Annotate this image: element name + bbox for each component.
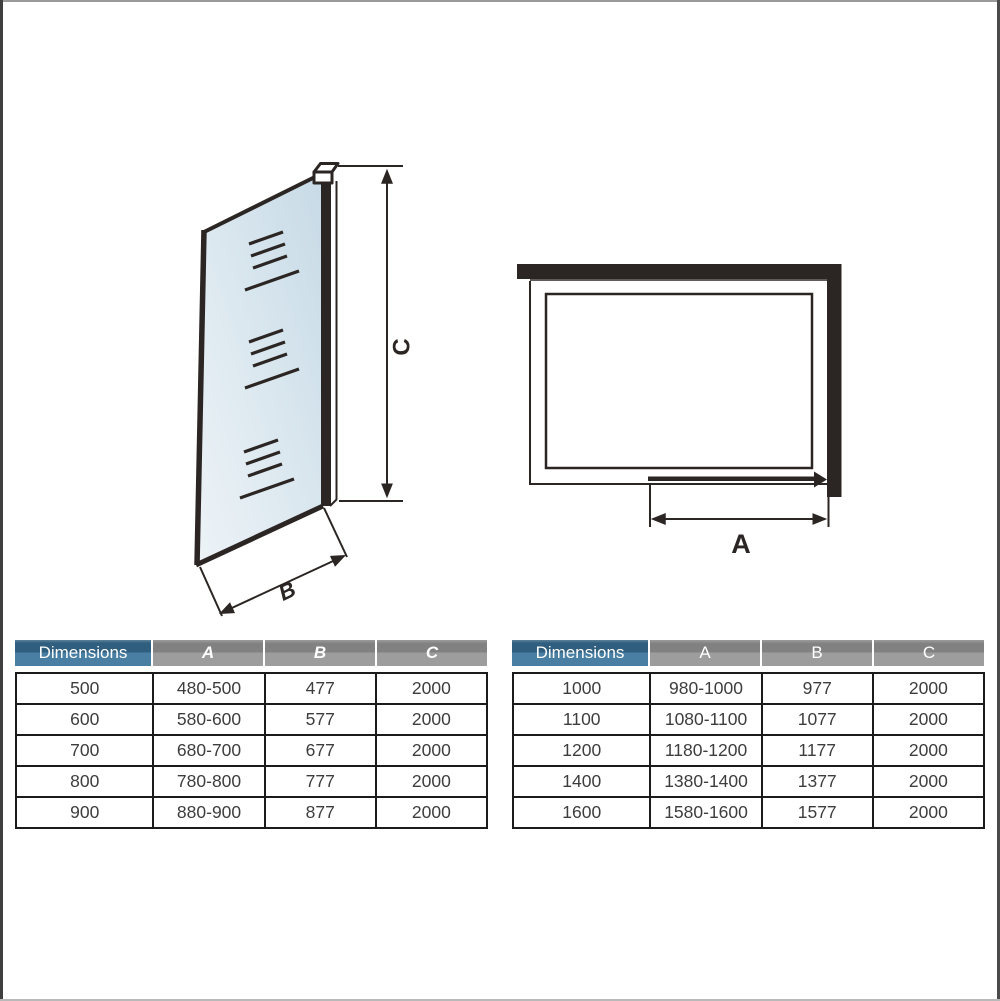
table-row: [513, 797, 984, 828]
dimension-a-label: A: [731, 529, 751, 560]
table-cell: 800: [16, 766, 153, 797]
table-cell: 2000: [376, 673, 487, 704]
table-cell: 577: [265, 704, 376, 735]
frame-top-edge: [0, 0, 1000, 2]
table-cell: 1600: [513, 797, 650, 828]
table-cell: 477: [265, 673, 376, 704]
profile-top-cap: [314, 164, 338, 184]
table-cell: 980-1000: [650, 673, 761, 704]
table-cell: 777: [265, 766, 376, 797]
table-row: [16, 704, 487, 735]
table-cell: 1100: [513, 704, 650, 735]
table-cell: 2000: [873, 797, 984, 828]
panel-wall-bracket: [814, 472, 827, 488]
dimension-table-small-widths: [15, 640, 488, 829]
table-cell: 2000: [873, 735, 984, 766]
table-header-b: B: [762, 640, 872, 666]
dimension-c-label: C: [388, 338, 416, 356]
table-cell: 2000: [873, 704, 984, 735]
dimension-b-label: B: [274, 576, 300, 606]
table-cell: 1177: [762, 735, 873, 766]
wall-profile-bar: [321, 176, 331, 506]
table-header-row: [512, 640, 985, 666]
table-body: [15, 672, 488, 829]
table-header-a: A: [153, 640, 263, 666]
table-row: [513, 704, 984, 735]
wall-top: [517, 264, 841, 279]
table-cell: 977: [762, 673, 873, 704]
table-cell: 677: [265, 735, 376, 766]
dimension-c: [338, 166, 403, 501]
table-cell: 880-900: [153, 797, 264, 828]
table-cell: 780-800: [153, 766, 264, 797]
glass-panel: [197, 173, 321, 564]
table-cell: 1200: [513, 735, 650, 766]
table-cell: 1577: [762, 797, 873, 828]
table-cell: 1080-1100: [650, 704, 761, 735]
table-cell: 1077: [762, 704, 873, 735]
table-header-c: C: [874, 640, 984, 666]
table-row: [16, 766, 487, 797]
dimension-b-left-extension: [200, 567, 222, 616]
table-cell: 580-600: [153, 704, 264, 735]
table-header-c: C: [377, 640, 487, 666]
wall-right: [827, 264, 842, 497]
table-cell: 680-700: [153, 735, 264, 766]
table-cell: 1380-1400: [650, 766, 761, 797]
dimension-table-large-widths: [512, 640, 985, 829]
table-header-dimensions: Dimensions: [512, 640, 648, 666]
table-cell: 877: [265, 797, 376, 828]
table-cell: 500: [16, 673, 153, 704]
table-row: [513, 673, 984, 704]
table-row: [513, 766, 984, 797]
dimension-b-right-extension: [324, 508, 347, 557]
glass-panel-top-view: [648, 477, 816, 482]
table-cell: 1000: [513, 673, 650, 704]
table-cell: 1400: [513, 766, 650, 797]
table-cell: 1180-1200: [650, 735, 761, 766]
table-header-dimensions: Dimensions: [15, 640, 151, 666]
table-row: [16, 735, 487, 766]
table-body: [512, 672, 985, 829]
table-row: [16, 673, 487, 704]
frame-left-edge: [0, 0, 3, 1001]
top-view-diagram: [480, 240, 910, 570]
table-header-b: B: [265, 640, 375, 666]
table-cell: 700: [16, 735, 153, 766]
table-cell: 2000: [376, 704, 487, 735]
table-cell: 2000: [873, 673, 984, 704]
table-cell: 2000: [376, 735, 487, 766]
dimension-a: [650, 483, 829, 527]
table-cell: 480-500: [153, 673, 264, 704]
table-cell: 2000: [873, 766, 984, 797]
table-cell: 900: [16, 797, 153, 828]
table-cell: 600: [16, 704, 153, 735]
tray-inner-edge: [546, 294, 812, 468]
table-cell: 2000: [376, 766, 487, 797]
table-cell: 1377: [762, 766, 873, 797]
wall-profile-bottom-corner: [330, 499, 337, 506]
table-row: [513, 735, 984, 766]
table-header-a: A: [650, 640, 760, 666]
table-row: [16, 797, 487, 828]
table-cell: 1580-1600: [650, 797, 761, 828]
table-header-row: [15, 640, 488, 666]
side-view-diagram: [140, 140, 450, 650]
table-cell: 2000: [376, 797, 487, 828]
